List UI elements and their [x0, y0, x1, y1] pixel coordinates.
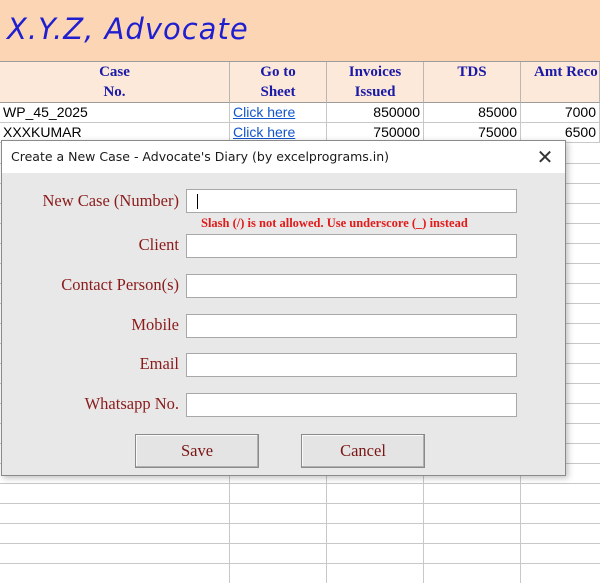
- header-tds[interactable]: [424, 62, 521, 103]
- grid-row-line: [0, 543, 600, 544]
- whatsapp-label: Whatsapp No.: [84, 394, 179, 413]
- header-case-line1: Case: [99, 64, 130, 80]
- cell-invoices-row2[interactable]: 750000: [327, 123, 424, 143]
- new-case-input[interactable]: [186, 189, 517, 213]
- save-button[interactable]: Save: [135, 434, 259, 468]
- grid-row-line: [0, 503, 600, 504]
- client-label: Client: [138, 235, 179, 254]
- new-case-label: New Case (Number): [42, 191, 179, 210]
- link-click-here-row1[interactable]: Click here: [230, 103, 327, 123]
- cell-tds-row2[interactable]: 75000: [424, 123, 521, 143]
- header-tds-label: TDS: [457, 64, 487, 80]
- grid-row-line: [0, 523, 600, 524]
- header-go-to-sheet[interactable]: [230, 62, 327, 103]
- cell-amt-row2[interactable]: 6500: [521, 123, 600, 143]
- header-goto-line2: Sheet: [260, 84, 296, 100]
- contact-person-input[interactable]: [186, 274, 517, 298]
- grid-row-line: [0, 483, 600, 484]
- header-amt-label: Amt Reco: [534, 64, 598, 80]
- dialog-titlebar[interactable]: [2, 141, 565, 173]
- dialog-title: Create a New Case - Advocate's Diary (by excelprograms.in): [11, 149, 390, 164]
- cell-amt-row1[interactable]: 7000: [521, 103, 600, 123]
- header-invoices-line1: Invoices: [348, 64, 402, 80]
- mobile-input[interactable]: [186, 314, 517, 338]
- sheet-banner: [0, 0, 600, 62]
- grid-row-line: [0, 563, 600, 564]
- banner-title: X.Y.Z, Advocate: [7, 12, 249, 46]
- whatsapp-input[interactable]: [186, 393, 517, 417]
- email-input[interactable]: [186, 353, 517, 377]
- client-input[interactable]: [186, 234, 517, 258]
- link-click-here-row2[interactable]: Click here: [230, 123, 327, 143]
- new-case-dialog: [1, 140, 566, 476]
- header-amt-received[interactable]: [521, 62, 600, 103]
- header-case-line2: No.: [103, 84, 126, 100]
- contact-person-label: Contact Person(s): [61, 275, 179, 294]
- dialog-content: [2, 173, 565, 475]
- header-goto-line1: Go to: [260, 64, 296, 80]
- cell-invoices-row1[interactable]: 850000: [327, 103, 424, 123]
- mobile-label: Mobile: [131, 315, 179, 334]
- email-label: Email: [139, 354, 179, 373]
- cell-case-row1[interactable]: WP_45_2025: [0, 103, 230, 123]
- text-caret: [197, 194, 198, 209]
- header-invoices-line2: Issued: [354, 84, 396, 100]
- header-case-no[interactable]: [0, 62, 230, 103]
- cell-tds-row1[interactable]: 85000: [424, 103, 521, 123]
- cell-case-row2[interactable]: XXXKUMAR: [0, 123, 230, 143]
- slash-warning: Slash (/) is not allowed. Use underscore (_) instead: [201, 216, 468, 230]
- header-invoices-issued[interactable]: [327, 62, 424, 103]
- cancel-button[interactable]: Cancel: [301, 434, 425, 468]
- close-icon[interactable]: ✕: [536, 145, 554, 169]
